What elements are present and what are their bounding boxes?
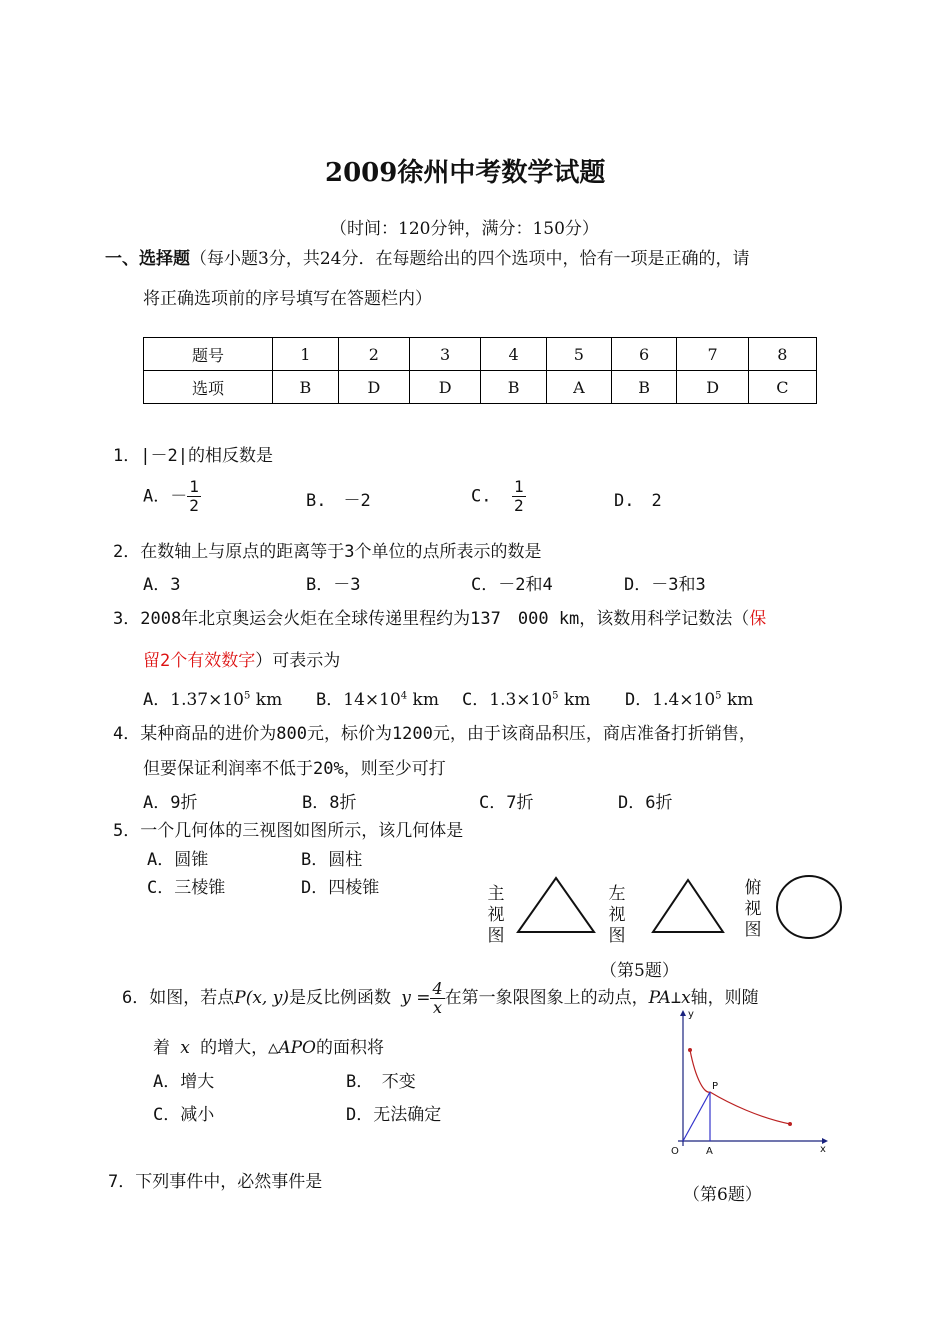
row-header-number: 题号	[144, 338, 273, 371]
point-a-label: A	[706, 1146, 713, 1157]
fraction-numerator: 1	[189, 477, 199, 496]
unit: km	[250, 690, 283, 710]
q6-point: P(x, y)	[234, 988, 289, 1008]
q3-stem-text: 3．2008年北京奥运会火炬在全球传递里程约为137 000 km，该数用科学记数法（	[113, 609, 750, 629]
y-axis-label: y	[688, 1009, 694, 1020]
perpendicular-symbol: ⊥	[670, 988, 682, 1008]
q3-stem-text: ）可表示为	[255, 651, 341, 671]
fraction-denominator: x	[433, 998, 443, 1017]
q6-segment-pa: PA	[648, 988, 671, 1008]
y-axis-arrow	[680, 1010, 686, 1016]
q1-option-c-fraction	[512, 478, 526, 515]
q6-option-a: A．增大	[153, 1072, 215, 1092]
section-1-instructions	[105, 244, 749, 269]
q6-stem-text: 着	[153, 1038, 170, 1058]
q6-function-lhs: y =	[401, 988, 431, 1008]
q6-stem-text: 的面积将	[315, 1038, 384, 1058]
q1-option-d: D. 2	[614, 491, 662, 511]
figure-5-caption: （第5题）	[600, 961, 679, 981]
option-value: 1.37×10	[170, 690, 244, 710]
exponent: 4	[400, 690, 408, 702]
origin-label: O	[671, 1146, 679, 1157]
table-cell: D	[410, 371, 481, 404]
q4-option-a: A．9折	[143, 793, 198, 813]
q2-option-b: B．－3	[306, 575, 361, 595]
question-1-stem: 1．|－2|的相反数是	[113, 446, 273, 466]
unit: km	[558, 690, 591, 710]
section-1-instruction-line1: （每小题3分，共24分．在每题给出的四个选项中，恰有一项是正确的，请	[190, 249, 750, 269]
question-3-stem	[113, 604, 766, 629]
q5-option-c: C．三棱锥	[147, 878, 226, 898]
q6-option-c: C．减小	[153, 1105, 215, 1125]
figure-6-caption: （第6题）	[683, 1185, 762, 1205]
table-cell: D	[677, 371, 748, 404]
table-cell: 4	[481, 338, 547, 371]
figure-6-graph	[650, 1006, 830, 1162]
q3-stem-highlight: 保	[749, 609, 767, 629]
q6-stem-text: 是反比例函数	[288, 988, 391, 1008]
table-cell: 6	[611, 338, 677, 371]
fraction-numerator: 4	[432, 979, 443, 998]
q5-option-a: A．圆锥	[147, 850, 209, 870]
answer-table-number-row	[144, 338, 817, 371]
option-value: 1.4×10	[652, 690, 716, 710]
q6-stem-text: 的增大，△	[189, 1038, 279, 1058]
q4-option-d: D．6折	[618, 793, 673, 813]
q1-option-b: B. －2	[306, 491, 371, 511]
table-cell: 2	[338, 338, 409, 371]
page-title: 2009徐州中考数学试题	[325, 158, 606, 188]
q1-option-a-label: A．－	[143, 486, 188, 507]
table-cell: A	[547, 371, 612, 404]
q6-stem-text: 轴，则随	[690, 988, 759, 1008]
exam-time-info: （时间：120分钟，满分：150分）	[330, 219, 599, 239]
answer-table	[143, 337, 817, 404]
left-view-triangle	[651, 878, 725, 934]
q6-variable-x: x	[180, 1038, 190, 1058]
table-cell: 8	[748, 338, 816, 371]
q6-function-fraction	[430, 980, 444, 1017]
q6-stem-text: 在第一象限图象上的动点，	[444, 988, 649, 1008]
q2-option-a: A．3	[143, 575, 181, 595]
option-value: 1.3×10	[489, 690, 553, 710]
left-view-label: 左视图	[608, 884, 626, 946]
table-cell: 3	[410, 338, 481, 371]
top-view-circle	[774, 874, 844, 940]
question-5-stem: 5．一个几何体的三视图如图所示，该几何体是	[113, 821, 464, 841]
table-cell: B	[481, 371, 547, 404]
front-view-triangle	[516, 876, 596, 934]
q1-option-c	[471, 478, 526, 515]
q4-option-c: C．7折	[479, 793, 534, 813]
q1-option-a-fraction	[187, 478, 201, 515]
fraction-denominator: 2	[513, 496, 524, 515]
section-1-instruction-line2: 将正确选项前的序号填写在答题栏内）	[143, 289, 432, 309]
question-6-stem-line2	[153, 1033, 384, 1058]
hyperbola-curve	[690, 1050, 790, 1124]
option-value: 14×10	[343, 690, 401, 710]
top-view-label: 俯视图	[744, 878, 762, 940]
q2-option-d: D．－3和3	[624, 575, 706, 595]
curve-start-point	[688, 1048, 692, 1052]
question-3-stem-line2	[143, 646, 340, 671]
q5-option-d: D．四棱锥	[301, 878, 380, 898]
q1-option-c-label: C.	[471, 486, 492, 507]
table-cell: 7	[677, 338, 748, 371]
exponent: 5	[552, 690, 559, 702]
answer-table-option-row	[144, 371, 817, 404]
option-label: D．	[625, 690, 653, 710]
q3-option-b	[316, 685, 439, 710]
exponent: 5	[715, 690, 722, 702]
table-cell: B	[273, 371, 339, 404]
q3-option-d	[625, 685, 753, 710]
option-label: C．	[462, 690, 490, 710]
question-4-stem: 4．某种商品的进价为800元，标价为1200元，由于该商品积压，商店准备打折销售，	[113, 724, 756, 744]
table-cell: D	[338, 371, 409, 404]
unit: km	[721, 690, 754, 710]
option-label: A．	[143, 690, 171, 710]
exponent: 5	[243, 690, 251, 702]
question-2-stem: 2．在数轴上与原点的距离等于3个单位的点所表示的数是	[113, 542, 542, 562]
x-axis-label: x	[820, 1144, 826, 1155]
segment-op	[683, 1092, 710, 1141]
table-cell: 5	[547, 338, 612, 371]
q2-option-c: C．－2和4	[471, 575, 553, 595]
table-cell: C	[748, 371, 816, 404]
question-7-stem: 7．下列事件中，必然事件是	[108, 1172, 323, 1192]
curve-end-point	[788, 1122, 792, 1126]
fraction-numerator: 1	[513, 477, 524, 496]
q1-option-a	[143, 478, 201, 515]
section-1-heading: 一、选择题	[105, 249, 190, 269]
table-cell: 1	[273, 338, 339, 371]
table-cell: B	[611, 371, 677, 404]
front-view-label: 主视图	[487, 884, 505, 946]
q6-triangle-apo: APO	[278, 1038, 316, 1058]
question-4-stem-line2: 但要保证利润率不低于20%，则至少可打	[143, 759, 446, 779]
point-p-label: P	[712, 1081, 719, 1092]
q5-option-b: B．圆柱	[301, 850, 363, 870]
option-label: B．	[316, 690, 344, 710]
row-header-option: 选项	[144, 371, 273, 404]
q3-stem-highlight: 留2个有效数字	[143, 651, 256, 671]
q4-option-b: B．8折	[302, 793, 357, 813]
q6-variable-x: x	[681, 988, 691, 1008]
q6-option-b: B． 不变	[346, 1072, 416, 1092]
q3-option-c	[462, 685, 590, 710]
q6-option-d: D．无法确定	[346, 1105, 442, 1125]
q6-stem-text: 6．如图，若点	[122, 988, 235, 1008]
unit: km	[407, 690, 439, 710]
fraction-denominator: 2	[189, 496, 199, 515]
q3-option-a	[143, 685, 282, 710]
